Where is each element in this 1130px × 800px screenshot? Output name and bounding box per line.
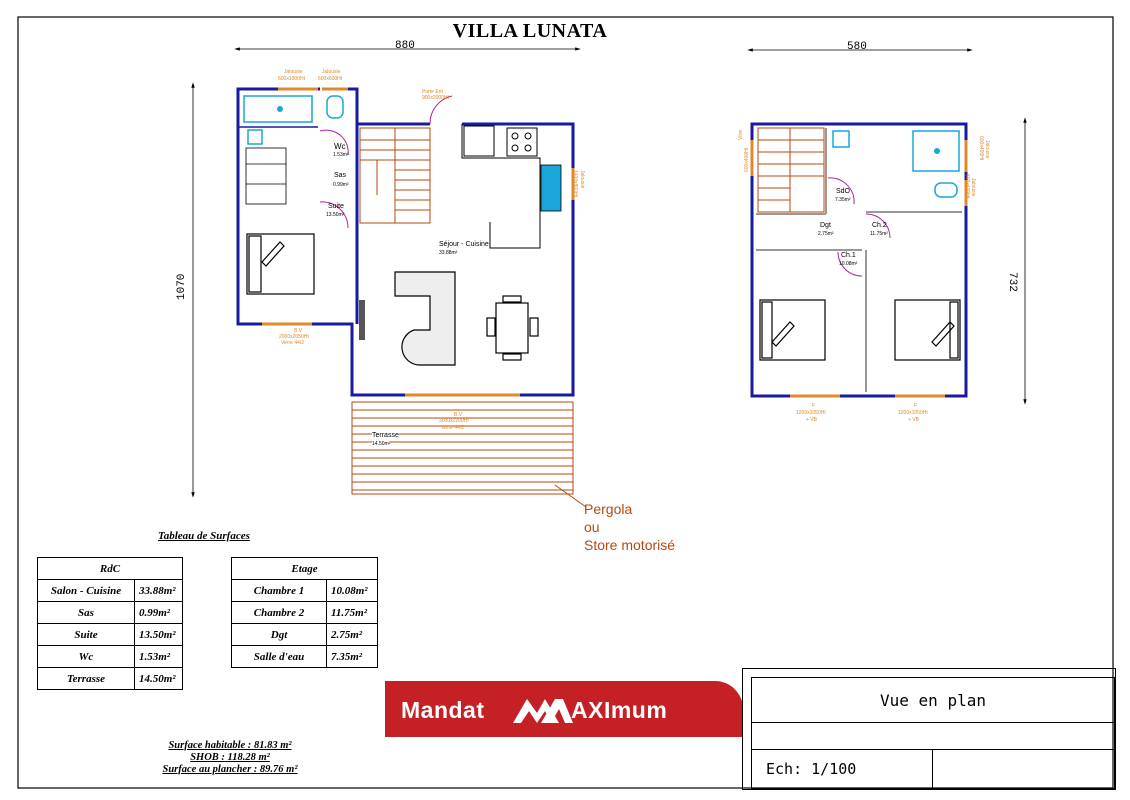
room-label-terrasse: Terrasse — [372, 432, 399, 439]
sofa-icon — [395, 272, 455, 365]
page-title: VILLA LUNATA — [452, 20, 608, 42]
opening-dim-vitre: 600x400Ht — [744, 147, 750, 172]
opening-label-bv-sejour: B.V — [454, 412, 463, 418]
scale-cell — [751, 749, 933, 789]
logo-word-1: Mandat — [401, 697, 485, 723]
table-row: Salle d'eau 7.35m² — [232, 646, 378, 668]
pergola-line-1: Pergola — [584, 501, 633, 517]
rdc-plan — [238, 89, 586, 507]
room-area-ch2: 11.75m² — [870, 231, 888, 237]
opening-label-bv-suite: B.V — [294, 328, 303, 334]
opening-note-f2: + VB — [908, 417, 919, 423]
blank-cell — [932, 749, 1115, 789]
table-row: Salon - Cuisine 33.88m² — [38, 580, 183, 602]
opening-label-jalousie-side: Jalousie — [579, 170, 585, 189]
room-area-dgt: 2.75m² — [818, 231, 834, 237]
room-area-sdo: 7.35m² — [835, 197, 851, 203]
table-row: Chambre 1 10.08m² — [232, 580, 378, 602]
etage-partitions — [756, 128, 962, 392]
kitchen-counter — [462, 124, 540, 248]
room-label-sdo: SdO — [836, 188, 851, 195]
view-label: Vue en plan — [880, 691, 986, 710]
suite-bed-icon — [247, 234, 314, 294]
opening-label-porte: Porte Ent — [422, 89, 443, 95]
table-row: Sas 0.99m² — [38, 602, 183, 624]
surface-totals — [130, 740, 330, 776]
plancher-label: Surface au plancher : — [162, 764, 258, 775]
opening-dim-jalousie-side: 1400x800Ht — [572, 170, 578, 197]
opening-dim-bv-sejour: 3000x2200Ht — [439, 418, 469, 424]
terrace-decking — [352, 402, 573, 494]
opening-dim-f1: 1200x1050Ht — [796, 410, 826, 416]
washbasin-icon — [248, 130, 262, 144]
opening-label-f1: F — [812, 403, 816, 409]
tv-unit — [359, 300, 365, 340]
opening-dim-f2: 1200x1050Ht — [898, 410, 928, 416]
surfaces-table-title: Tableau de Surfaces — [158, 530, 250, 542]
table-header-rdc: RdC — [38, 558, 183, 580]
room-area-suite: 13.50m² — [326, 212, 345, 218]
washbasin-icon — [833, 131, 849, 147]
opening-label-vitre: Vitre — [738, 129, 744, 140]
etage-openings — [752, 140, 966, 396]
habitable-label: Surface habitable : — [168, 740, 252, 751]
dim-rdc-height: 1070 — [176, 273, 188, 300]
ch2-bed-icon — [895, 300, 960, 360]
room-label-ch2: Ch.2 — [872, 222, 887, 229]
blank-row — [751, 721, 1115, 749]
shob-value: 118.28 m² — [227, 752, 270, 763]
opening-dim-porte: 900x2000Ht — [422, 95, 449, 101]
etage-stairs — [758, 128, 824, 212]
table-row: Terrasse 14.50m² — [38, 668, 183, 690]
view-cell — [751, 677, 1115, 723]
opening-note-f1: + VB — [806, 417, 817, 423]
room-label-sejour: Séjour - Cuisine — [439, 241, 489, 248]
room-area-wc: 1.53m² — [333, 152, 349, 158]
room-label-ch1: Ch.1 — [841, 252, 856, 259]
pergola-line-2: ou — [584, 519, 600, 535]
mandat-maximum-logo — [385, 681, 743, 737]
opening-label-jalousie-etage-2: Jalousie — [970, 178, 976, 197]
kitchen-sink-icon — [541, 165, 561, 211]
shob-label: SHOB : — [190, 752, 225, 763]
opening-label-f2: F — [914, 403, 918, 409]
plancher-value: 89.76 m² — [259, 764, 298, 775]
rdc-stairs — [360, 128, 430, 223]
dim-rdc-width: 880 — [395, 40, 415, 52]
opening-label-jalousie-1: Jalousie — [284, 69, 303, 75]
opening-dim-bv-suite: 2000x2050Ht — [279, 334, 309, 340]
toilet-icon — [935, 183, 957, 197]
opening-dim-jalousie-etage-1: 600x400Ht — [978, 136, 984, 161]
habitable-value: 81.83 m² — [253, 740, 292, 751]
surfaces-table-rdc — [37, 557, 183, 690]
pergola-line-3: Store motorisé — [584, 537, 676, 553]
opening-label-jalousie-etage-1: Jalousie — [984, 140, 990, 159]
room-label-sas: Sas — [334, 172, 347, 179]
wardrobe — [246, 148, 286, 204]
cooktop-icon — [507, 128, 537, 156]
pergola-note — [584, 500, 675, 554]
pergola-leader — [555, 485, 586, 507]
opening-label-jalousie-2: Jalousie — [322, 69, 341, 75]
opening-glass-bv-suite: Verre 44/2 — [281, 340, 305, 346]
room-area-terrasse: 14.50m² — [372, 441, 391, 447]
opening-dim-jalousie-etage-2: 600x400Ht — [964, 174, 970, 199]
room-area-ch1: 10.08m² — [839, 261, 858, 267]
fridge-icon — [464, 126, 494, 156]
table-row: Chambre 2 11.75m² — [232, 602, 378, 624]
dining-table-icon — [487, 296, 538, 360]
title-block — [742, 668, 1116, 790]
table-header-etage: Etage — [232, 558, 378, 580]
room-area-sejour: 33.88m² — [439, 250, 458, 256]
opening-dim-jalousie-2: 600x600Ht — [318, 76, 343, 82]
surfaces-table-etage — [231, 557, 378, 668]
room-label-wc: Wc — [334, 142, 346, 151]
toilet-icon — [327, 96, 343, 118]
room-label-suite: Suite — [328, 203, 344, 210]
opening-dim-jalousie-1: 600x1000Ht — [278, 76, 305, 82]
etage-walls — [752, 124, 966, 396]
table-row: Dgt 2.75m² — [232, 624, 378, 646]
room-area-sas: 0.99m² — [333, 182, 349, 188]
dim-etage-height: 732 — [1006, 272, 1018, 292]
table-row: Suite 13.50m² — [38, 624, 183, 646]
logo-word-2: AXImum — [571, 697, 668, 723]
room-label-dgt: Dgt — [820, 222, 831, 229]
scale-label: Ech: 1/100 — [766, 760, 857, 778]
dim-etage-width: 580 — [847, 41, 867, 53]
etage-plan — [752, 124, 966, 396]
opening-glass-bv-sejour: Verre 44/2 — [441, 425, 465, 431]
logo-m-icon — [511, 695, 575, 725]
table-row: Wc 1.53m² — [38, 646, 183, 668]
ch1-bed-icon — [760, 300, 825, 360]
